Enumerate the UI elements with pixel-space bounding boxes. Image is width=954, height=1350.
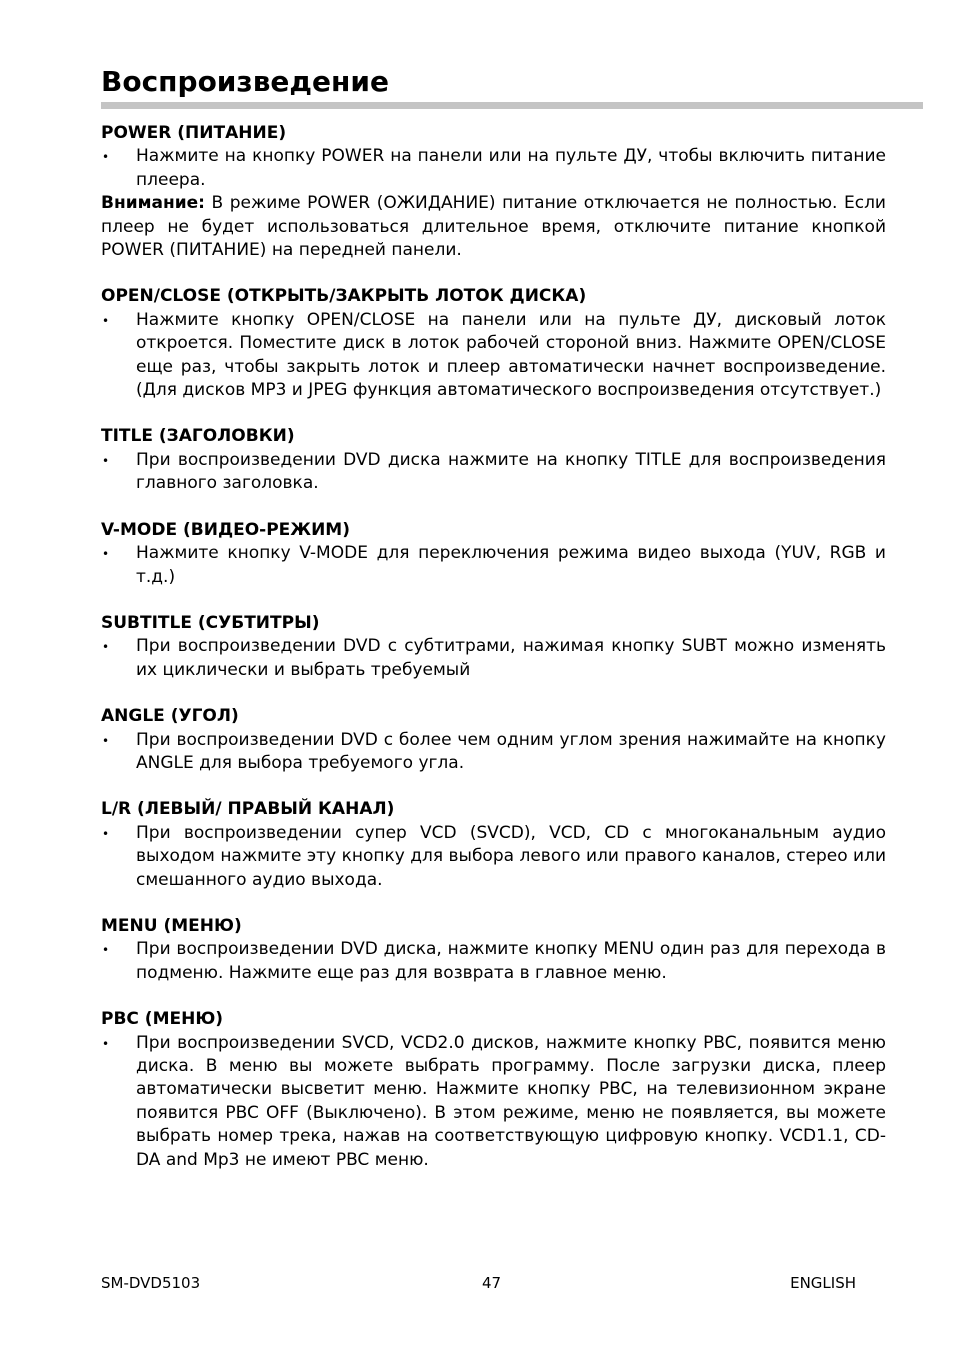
section-heading: OPEN/CLOSE (ОТКРЫТЬ/ЗАКРЫТЬ ЛОТОК ДИСКА) [101,286,587,307]
section-heading: PBC (МЕНЮ) [101,1009,224,1030]
bullet-text: При воспроизведении DVD диска нажмите на кнопку TITLE для воспроизведения главного заголовка. [136,449,886,494]
bullet-dot-icon: • [102,1036,110,1051]
footer-model: SM-DVD5103 [101,1274,201,1292]
bullet-item [101,1032,886,1172]
bullet-item [101,822,886,892]
section-heading: SUBTITLE (СУБТИТРЫ) [101,612,320,633]
manual-content [101,122,886,1195]
bullet-item [101,309,886,403]
page-title: Воспроизведение [101,65,389,98]
bullet-item [101,542,886,589]
bullet-dot-icon: • [102,313,110,328]
section-open-close [101,285,886,402]
bullet-item [101,635,886,682]
section-heading: L/R (ЛЕВЫЙ/ ПРАВЫЙ КАНАЛ) [101,799,395,820]
bullet-item [101,938,886,985]
section-subtitle [101,612,886,682]
bullet-dot-icon: • [102,150,110,165]
bullet-text: При воспроизведении DVD диска, нажмите кнопку MENU один раз для перехода в подменю. Нажмите еще раз для возврата в главное меню. [136,939,886,983]
bullet-dot-icon: • [102,547,110,562]
bullet-item [101,729,886,776]
section-heading: MENU (МЕНЮ) [101,915,242,936]
section-title [101,425,886,495]
section-power [101,122,886,262]
bullet-text: При воспроизведении супер VCD (SVCD), VCD, CD с многоканальным аудио выходом нажмите эту кнопку для выбора левого или правого каналов, стерео или смешанного аудио выхода. [136,822,886,890]
section-heading: V-MODE (ВИДЕО-РЕЖИМ) [101,519,350,540]
bullet-dot-icon: • [102,943,110,958]
section-heading: POWER (ПИТАНИЕ) [101,123,287,143]
bullet-text: Нажмите кнопку OPEN/CLOSE на панели или на пульте ДУ, дисковый лоток откроется. Поместите диск в лоток рабочей стороной вниз. Нажмите OPEN/CLOSE еще раз, чтобы закрыть лоток и плеер автоматически начнет воспроизведение. (Для дисков MP3 и JPEG функция автоматического воспроизведения отсутствует.) [136,309,886,401]
section-menu [101,915,886,985]
warning-note [101,192,886,262]
section-angle [101,705,886,775]
section-pbc [101,1008,886,1172]
title-divider [101,102,923,109]
warning-label: Внимание: [101,193,205,214]
section-v-mode [101,519,886,589]
bullet-item [101,449,886,496]
footer-page-number: 47 [482,1274,502,1292]
section-lr-channel [101,798,886,892]
bullet-item [101,145,886,192]
section-heading: ANGLE (УГОЛ) [101,706,239,727]
bullet-text: При воспроизведении DVD с субтитрами, нажимая кнопку SUBT можно изменять их циклически и выбрать требуемый [136,636,886,680]
bullet-text: При воспроизведении SVCD, VCD2.0 дисков, нажмите кнопку PBC, появится меню диска. В меню вы можете выбрать программу. После загрузки диска, плеер автоматически высветит меню. Нажмите кнопку PBC, на телевизионном экране появится PBC OFF (Выключено). В этом режиме, меню не появляется, вы можете выбрать номер трека, нажав на соответствующую цифровую кнопку. VCD1.1, CD-DA and Mp3 не имеют PBC меню. [136,1032,886,1170]
bullet-dot-icon: • [102,733,110,748]
bullet-dot-icon: • [102,640,110,655]
bullet-text: Нажмите на кнопку POWER на панели или на пульте ДУ, чтобы включить питание плеера. [136,146,886,190]
footer-language: ENGLISH [790,1274,856,1292]
section-heading: TITLE (ЗАГОЛОВКИ) [101,426,295,447]
bullet-dot-icon: • [102,826,110,841]
bullet-text: Нажмите кнопку V-MODE для переключения режима видео выхода (YUV, RGB и т.д.) [136,543,886,587]
bullet-text: При воспроизведении DVD с более чем одним углом зрения нажимайте на кнопку ANGLE для выбора требуемого угла. [136,729,886,773]
bullet-dot-icon: • [102,453,110,468]
warning-text: В режиме POWER (ОЖИДАНИЕ) питание отключается не полностью. Если плеер не будет использоваться длительное время, отключите питание кнопкой POWER (ПИТАНИЕ) на передней панели. [101,193,886,261]
